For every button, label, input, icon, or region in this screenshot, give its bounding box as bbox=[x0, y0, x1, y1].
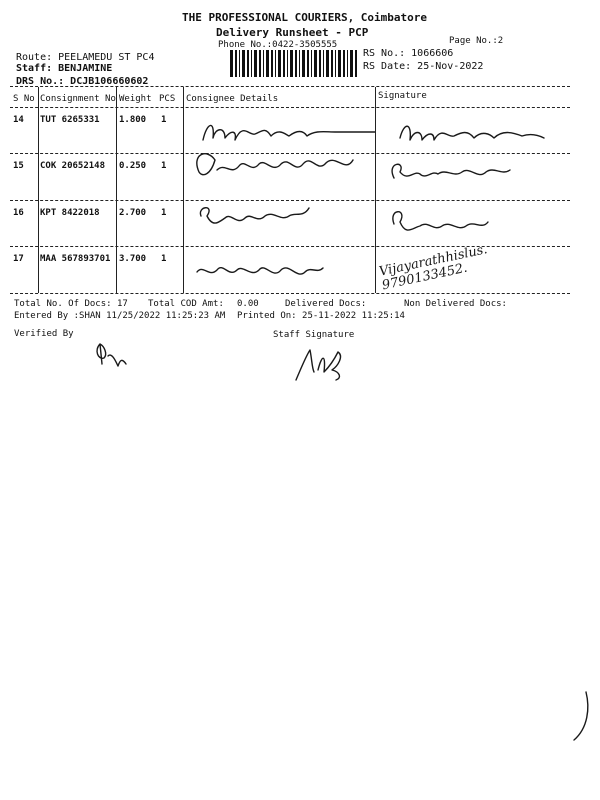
row-17-consignee-scribble bbox=[197, 268, 323, 274]
consignee-handwriting bbox=[185, 112, 375, 292]
table-top-rule bbox=[10, 86, 570, 87]
row-14-consignee-scribble bbox=[203, 125, 375, 140]
stray-pen-mark bbox=[570, 688, 594, 744]
rs-number: RS No.: 1066606 bbox=[363, 48, 454, 59]
page-number: Page No.:2 bbox=[449, 36, 504, 46]
row-17-signature-handwriting: Vijayarathhislus. 9790133452. bbox=[377, 242, 489, 294]
row-sno: 17 bbox=[13, 254, 24, 264]
signature-handwriting bbox=[376, 112, 570, 248]
column-divider bbox=[116, 87, 117, 293]
header-signature: Signature bbox=[378, 91, 427, 101]
entered-by: Entered By :SHAN 11/25/2022 11:25:23 AM bbox=[14, 311, 226, 321]
cod-amount-label: Total COD Amt: bbox=[148, 299, 224, 309]
column-divider bbox=[183, 87, 184, 293]
verified-signature-scribble bbox=[90, 338, 134, 372]
delivered-docs: Delivered Docs: bbox=[285, 299, 367, 309]
runsheet-subtitle: Delivery Runsheet - PCP bbox=[216, 26, 369, 39]
row-weight: 0.250 bbox=[119, 161, 147, 171]
route-label: Route: PEELAMEDU ST PC4 bbox=[16, 52, 155, 63]
printed-on: Printed On: 25-11-2022 11:25:14 bbox=[237, 311, 405, 321]
row-weight: 2.700 bbox=[119, 208, 147, 218]
header-pcs: PCS bbox=[159, 94, 176, 104]
row-weight: 3.700 bbox=[119, 254, 147, 264]
staff-signature-scribble bbox=[292, 342, 352, 384]
staff-signature-label: Staff Signature bbox=[273, 330, 355, 340]
row-15-signature-scribble bbox=[392, 164, 510, 178]
row-consignment: TUT 6265331 bbox=[40, 115, 100, 125]
total-docs: Total No. Of Docs: 17 bbox=[14, 299, 128, 309]
company-title: THE PROFESSIONAL COURIERS, Coimbatore bbox=[182, 11, 428, 24]
verified-by-label: Verified By bbox=[14, 329, 74, 339]
row-pcs: 1 bbox=[161, 115, 167, 125]
row-consignment: KPT 8422018 bbox=[40, 208, 100, 218]
header-consignment: Consignment No bbox=[40, 94, 116, 104]
row-15-consignee-scribble bbox=[197, 154, 353, 175]
drs-number: DRS No.: DCJB106660602 bbox=[16, 76, 149, 87]
header-sno: S No bbox=[13, 94, 35, 104]
row-weight: 1.800 bbox=[119, 115, 147, 125]
header-consignee: Consignee Details bbox=[186, 94, 279, 104]
header-weight: Weight bbox=[119, 94, 152, 104]
row-sno: 16 bbox=[13, 208, 24, 218]
table-bottom-rule bbox=[10, 293, 570, 294]
row-consignment: COK 20652148 bbox=[40, 161, 106, 171]
row-16-signature-scribble bbox=[393, 212, 488, 230]
row-sno: 14 bbox=[13, 115, 24, 125]
cod-amount-value: 0.00 bbox=[237, 299, 259, 309]
row-pcs: 1 bbox=[161, 161, 167, 171]
row-pcs: 1 bbox=[161, 208, 167, 218]
staff-label: Staff: BENJAMINE bbox=[16, 63, 113, 74]
row-consignment: MAA 567893701 bbox=[40, 254, 111, 264]
row-sno: 15 bbox=[13, 161, 24, 171]
header-rule bbox=[10, 107, 570, 108]
row-pcs: 1 bbox=[161, 254, 167, 264]
row-14-signature-scribble bbox=[400, 126, 544, 140]
phone-number: Phone No.:0422-3505555 bbox=[218, 40, 338, 50]
row-16-consignee-scribble bbox=[200, 208, 309, 223]
barcode bbox=[230, 50, 358, 77]
rs-date: RS Date: 25-Nov-2022 bbox=[363, 61, 484, 72]
column-divider bbox=[38, 87, 39, 293]
non-delivered-docs: Non Delivered Docs: bbox=[404, 299, 507, 309]
